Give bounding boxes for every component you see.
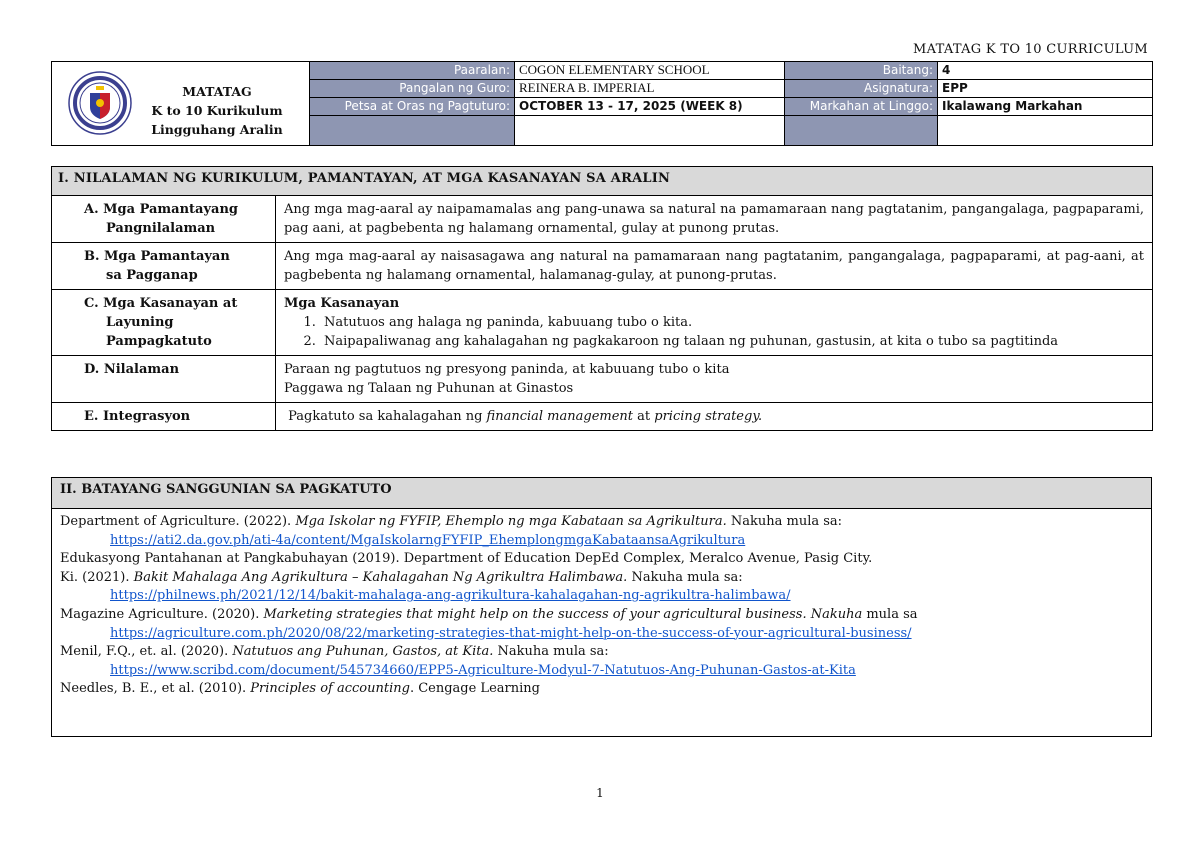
ref-title: Marketing strategies that might help on the success of your agricultural business. Nakuha [263,606,863,622]
petsa-label: Petsa at Oras ng Pagtuturo: [310,98,515,116]
references-table [51,477,1152,737]
ref-author: Ki. (2021). [60,569,134,585]
row-c-heading: Mga Kasanayan [284,296,400,311]
paaralan-label: Paaralan: [310,62,515,80]
row-d-content [276,356,1153,403]
row-d-label: D. Nilalaman [52,356,276,403]
section-1-title: I. NILALAMAN NG KURIKULUM, PAMANTAYAN, AT MGA KASANAYAN SA ARALIN [52,167,1153,196]
row-d-line2: Paggawa ng Talaan ng Puhunan at Ginastos [284,381,574,396]
references-body [52,509,1152,737]
row-c-label-line1: C. Mga Kasanayan at [84,296,238,311]
ref-suffix: Nakuha mula sa: [726,514,843,529]
row-b-label [52,243,276,290]
reference-entry: Edukasyong Pantahanan at Pangkabuhayan (2019). Department of Education DepEd Complex, Meralco Avenue, Pasig City. [60,551,873,567]
petsa-value: OCTOBER 13 - 17, 2025 (WEEK 8) [515,98,785,116]
row-c-label-line3: Pampagkatuto [106,334,212,349]
row-e-mid: at [633,409,655,424]
brand-line-2: K to 10 Kurikulum [151,103,283,118]
row-e-label: E. Integrasyon [52,403,276,431]
row-b-label-line1: B. Mga Pamantayan [84,249,230,264]
ref-suffix: Nakuha mula sa: [493,644,609,660]
reference-link[interactable]: https://ati2.da.gov.ph/ati-4a/content/MgaIskolarngFYFIP_EhemplongmgaKabataansaAgrikultura [110,532,746,548]
reference-entry [60,606,1143,625]
ref-suffix: Nakuha mula sa: [627,569,743,585]
row-b-text: Ang mga mag-aaral ay naisasagawa ang natural na pamamaraan nang pagtatanim, pangangalaga, pagpaparami, at pag-aani, at pagbebenta ng halamang ornamental, halamanag-gulay, at punong-prutas. [276,243,1153,290]
ref-title: Natutuos ang Puhunan, Gastos, at Kita. [232,644,494,660]
markahan-label: Markahan at Linggo: [785,98,938,116]
brand-line-3: Lingguhang Aralin [151,122,283,137]
brand-cell [52,62,310,146]
skill-item: 1. Natutuos ang halaga ng paninda, kabuuang tubo o kita. [320,313,1144,332]
row-a-label-line2: Pangnilalaman [106,221,216,236]
reference-link[interactable]: https://philnews.ph/2021/12/14/bakit-mahalaga-ang-agrikultura-kahalagahan-ng-agrikultra-halimbawa/ [110,588,791,604]
markahan-value-fill [938,116,1153,146]
curriculum-label: MATATAG K TO 10 CURRICULUM [913,42,1148,57]
reference-link[interactable]: https://agriculture.com.ph/2020/08/22/marketing-strategies-that-might-help-on-the-success-of-your-agricultural-business/ [110,625,912,641]
reference-link[interactable]: https://www.scribd.com/document/545734660/EPP5-Agriculture-Modyul-7-Natutuos-Ang-Puhunan-Gastos-at-Kita [110,662,856,678]
lesson-header-table [51,61,1153,146]
markahan-label-fill [785,116,938,146]
ref-title: Bakit Mahalaga Ang Agrikultura – Kahalagahan Ng Agrikultra Halimbawa. [133,569,628,585]
paaralan-value: COGON ELEMENTARY SCHOOL [515,62,785,80]
row-d-line1: Paraan ng pagtutuos ng presyong paninda, at kabuuang tubo o kita [284,362,730,377]
row-e-italic-1: financial management [486,409,634,424]
row-c-content [276,290,1153,356]
ref-suffix: . Cengage Learning [409,681,540,697]
row-a-text: Ang mga mag-aaral ay naipamamalas ang pang-unawa sa natural na pamamaraan nang pagtatanim, pangangalaga, pagpaparami, pag aani, at pagbebenta ng halamang ornamental, gulay at punong prutas. [276,196,1153,243]
ref-author: Department of Agriculture. (2022). [60,514,296,529]
brand-title [142,82,292,139]
reference-entry [60,569,1143,588]
section-2-title: II. BATAYANG SANGGUNIAN SA PAGKATUTO [52,478,1152,509]
markahan-value: Ikalawang Markahan [938,98,1153,116]
petsa-label-fill [310,116,515,146]
row-e-italic-2: pricing strategy. [654,409,763,424]
baitang-value: 4 [938,62,1153,80]
row-e-content [276,403,1153,431]
row-c-label [52,290,276,356]
reference-entry [60,643,1143,662]
page-number: 1 [596,786,604,800]
skills-list [284,313,1144,351]
asignatura-label: Asignatura: [785,80,938,98]
row-a-label-line1: A. Mga Pamantayang [84,202,238,217]
reference-entry [60,513,1143,532]
skill-item: 2. Naipapaliwanag ang kahalagahan ng pagkakaroon ng talaan ng puhunan, gastusin, at kita o tubo sa pagtitinda [320,332,1144,351]
curriculum-content-table [51,166,1153,431]
guro-label: Pangalan ng Guro: [310,80,515,98]
ref-suffix: mula sa [862,606,918,622]
row-e-pre: Pagkatuto sa kahalagahan ng [288,409,487,424]
ref-title: Principles of accounting [250,681,410,697]
ref-title: Mga Iskolar ng FYFIP, Ehemplo ng mga Kabataan sa Agrikultura. [295,514,727,529]
asignatura-value: EPP [938,80,1153,98]
brand-line-1: MATATAG [182,84,252,99]
petsa-value-fill [515,116,785,146]
deped-seal-icon [68,71,132,135]
ref-author: Menil, F.Q., et. al. (2020). [60,644,233,660]
ref-author: Needles, B. E., et al. (2010). [60,681,251,697]
baitang-label: Baitang: [785,62,938,80]
guro-value: REINERA B. IMPERIAL [515,80,785,98]
ref-author: Magazine Agriculture. (2020). [60,606,264,622]
row-c-label-line2: Layuning [106,315,174,330]
row-a-label [52,196,276,243]
row-b-label-line2: sa Pagganap [106,268,198,283]
reference-entry [60,680,1143,699]
